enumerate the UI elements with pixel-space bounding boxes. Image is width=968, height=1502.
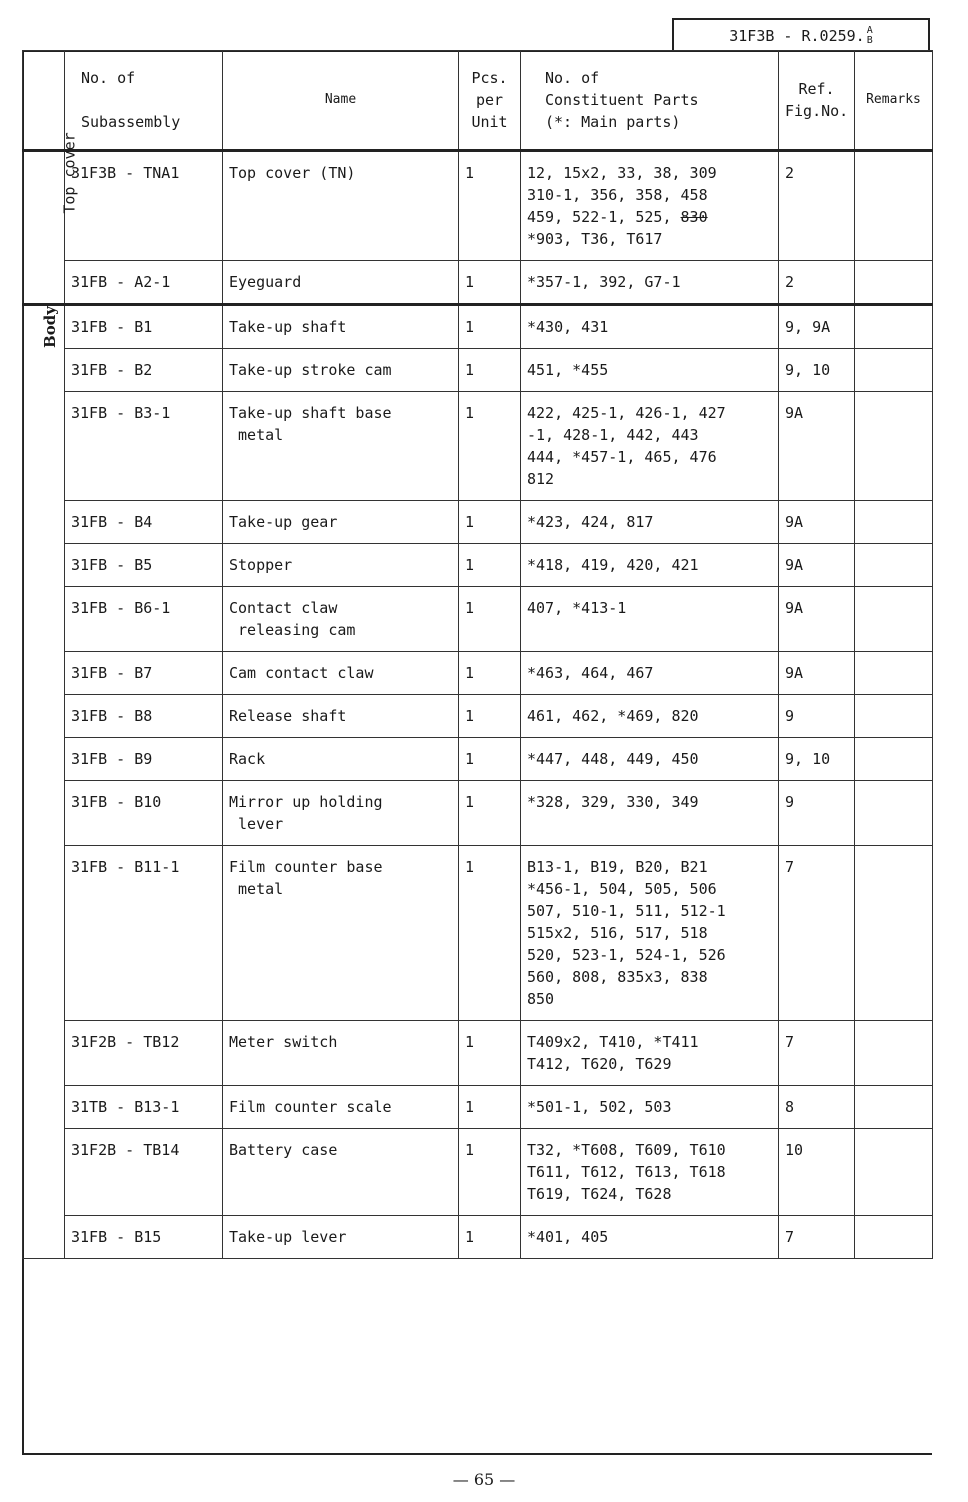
ref-fig-number: 9 — [779, 695, 855, 738]
pcs-per-unit: 1 — [459, 151, 521, 261]
subassembly-name: Contact claw releasing cam — [223, 587, 459, 652]
subassembly-name: Film counter base metal — [223, 846, 459, 1021]
pcs-per-unit: 1 — [459, 738, 521, 781]
table-row — [23, 781, 933, 846]
pcs-per-unit: 1 — [459, 781, 521, 846]
table-row — [23, 261, 933, 305]
header-ref-fig: Ref. Fig.No. — [779, 51, 855, 151]
struck-part-number: 830 — [680, 208, 708, 226]
revision-bottom: B — [866, 35, 873, 46]
subassembly-name: Film counter scale — [223, 1086, 459, 1129]
table-row — [23, 846, 933, 1021]
subassembly-number: 31FB - B11-1 — [65, 846, 223, 1021]
pcs-per-unit: 1 — [459, 501, 521, 544]
constituent-parts: *463, 464, 467 — [521, 652, 779, 695]
constituent-parts: *447, 448, 449, 450 — [521, 738, 779, 781]
ref-fig-number: 10 — [779, 1129, 855, 1216]
ref-fig-number: 8 — [779, 1086, 855, 1129]
pcs-per-unit: 1 — [459, 846, 521, 1021]
remarks — [855, 151, 933, 261]
subassembly-number: 31FB - B1 — [65, 305, 223, 349]
remarks — [855, 261, 933, 305]
subassembly-name: Take-up lever — [223, 1216, 459, 1259]
remarks — [855, 1129, 933, 1216]
ref-fig-number: 9A — [779, 544, 855, 587]
group-label-top-cover: Top cover — [23, 151, 65, 305]
subassembly-number: 31FB - B5 — [65, 544, 223, 587]
subassembly-number: 31TB - B13-1 — [65, 1086, 223, 1129]
ref-fig-number: 9A — [779, 392, 855, 501]
subassembly-number: 31FB - B15 — [65, 1216, 223, 1259]
subassembly-name: Meter switch — [223, 1021, 459, 1086]
ref-fig-number: 9, 9A — [779, 305, 855, 349]
subassembly-name: Mirror up holding lever — [223, 781, 459, 846]
table-row — [23, 695, 933, 738]
document-reference — [672, 18, 930, 52]
table-row — [23, 587, 933, 652]
ref-fig-number: 7 — [779, 1021, 855, 1086]
remarks — [855, 695, 933, 738]
header-constituent-parts: No. of Constituent Parts (*: Main parts) — [521, 51, 779, 151]
table-row — [23, 1129, 933, 1216]
constituent-parts: *418, 419, 420, 421 — [521, 544, 779, 587]
subassembly-name: Battery case — [223, 1129, 459, 1216]
subassembly-number: 31FB - B8 — [65, 695, 223, 738]
pcs-per-unit: 1 — [459, 392, 521, 501]
table-row — [23, 1086, 933, 1129]
constituent-parts: *430, 431 — [521, 305, 779, 349]
table-row — [23, 392, 933, 501]
table-row — [23, 544, 933, 587]
ref-fig-number: 9A — [779, 652, 855, 695]
remarks — [855, 652, 933, 695]
subassembly-number: 31FB - B6-1 — [65, 587, 223, 652]
table-row — [23, 501, 933, 544]
constituent-parts: T409x2, T410, *T411 T412, T620, T629 — [521, 1021, 779, 1086]
subassembly-number: 31F2B - TB12 — [65, 1021, 223, 1086]
subassembly-table — [22, 50, 933, 1259]
ref-fig-number: 9A — [779, 501, 855, 544]
remarks — [855, 587, 933, 652]
ref-fig-number: 2 — [779, 151, 855, 261]
constituent-parts: *501-1, 502, 503 — [521, 1086, 779, 1129]
group-label-body: Body — [23, 305, 65, 1259]
constituent-parts: *357-1, 392, G7-1 — [521, 261, 779, 305]
table-row — [23, 1021, 933, 1086]
subassembly-name: Take-up stroke cam — [223, 349, 459, 392]
table-row — [23, 738, 933, 781]
ref-fig-number: 9, 10 — [779, 738, 855, 781]
remarks — [855, 392, 933, 501]
subassembly-name: Take-up gear — [223, 501, 459, 544]
subassembly-name: Stopper — [223, 544, 459, 587]
page-number: — 65 — — [452, 1470, 516, 1489]
subassembly-number: 31FB - B9 — [65, 738, 223, 781]
subassembly-name: Take-up shaft base metal — [223, 392, 459, 501]
ref-fig-number: 7 — [779, 846, 855, 1021]
subassembly-name: Eyeguard — [223, 261, 459, 305]
table-header-row — [23, 51, 933, 151]
document-reference-revision — [867, 26, 873, 46]
ref-fig-number: 2 — [779, 261, 855, 305]
constituent-parts: *328, 329, 330, 349 — [521, 781, 779, 846]
subassembly-number: 31FB - B10 — [65, 781, 223, 846]
table-row — [23, 151, 933, 261]
subassembly-name: Rack — [223, 738, 459, 781]
subassembly-name: Top cover (TN) — [223, 151, 459, 261]
header-subassembly: No. of Subassembly — [65, 51, 223, 151]
constituent-parts: 461, 462, *469, 820 — [521, 695, 779, 738]
pcs-per-unit: 1 — [459, 261, 521, 305]
remarks — [855, 738, 933, 781]
remarks — [855, 846, 933, 1021]
subassembly-number: 31F3B - TNA1 — [65, 151, 223, 261]
subassembly-name: Take-up shaft — [223, 305, 459, 349]
remarks — [855, 1086, 933, 1129]
revision-top: A — [866, 25, 873, 36]
pcs-per-unit: 1 — [459, 305, 521, 349]
remarks — [855, 781, 933, 846]
subassembly-number: 31FB - B2 — [65, 349, 223, 392]
ref-fig-number: 9, 10 — [779, 349, 855, 392]
remarks — [855, 1021, 933, 1086]
subassembly-number: 31FB - B7 — [65, 652, 223, 695]
constituent-parts: T32, *T608, T609, T610 T611, T612, T613, T618 T619, T624, T628 — [521, 1129, 779, 1216]
pcs-per-unit: 1 — [459, 1216, 521, 1259]
constituent-parts: 422, 425-1, 426-1, 427 -1, 428-1, 442, 443 444, *457-1, 465, 476 812 — [521, 392, 779, 501]
constituent-parts: B13-1, B19, B20, B21 *456-1, 504, 505, 506 507, 510-1, 511, 512-1 515x2, 516, 517, 518 520, 523-1, 524-1, 526 560, 808, 835x3, 838 850 — [521, 846, 779, 1021]
subassembly-number: 31FB - A2-1 — [65, 261, 223, 305]
pcs-per-unit: 1 — [459, 695, 521, 738]
table-row — [23, 652, 933, 695]
constituent-parts: 12, 15x2, 33, 38, 309 310-1, 356, 358, 458 459, 522-1, 525, 830 *903, T36, T617 — [521, 151, 779, 261]
constituent-parts: 451, *455 — [521, 349, 779, 392]
pcs-per-unit: 1 — [459, 349, 521, 392]
document-reference-code: 31F3B - R.0259. — [729, 27, 865, 45]
header-remarks: Remarks — [855, 51, 933, 151]
header-pcs-per-unit: Pcs. per Unit — [459, 51, 521, 151]
pcs-per-unit: 1 — [459, 544, 521, 587]
remarks — [855, 501, 933, 544]
remarks — [855, 349, 933, 392]
ref-fig-number: 9A — [779, 587, 855, 652]
pcs-per-unit: 1 — [459, 1086, 521, 1129]
ref-fig-number: 9 — [779, 781, 855, 846]
subassembly-number: 31F2B - TB14 — [65, 1129, 223, 1216]
pcs-per-unit: 1 — [459, 1021, 521, 1086]
pcs-per-unit: 1 — [459, 587, 521, 652]
table-row — [23, 305, 933, 349]
constituent-parts: 407, *413-1 — [521, 587, 779, 652]
remarks — [855, 1216, 933, 1259]
subassembly-number: 31FB - B4 — [65, 501, 223, 544]
pcs-per-unit: 1 — [459, 1129, 521, 1216]
subassembly-number: 31FB - B3-1 — [65, 392, 223, 501]
table-row — [23, 1216, 933, 1259]
header-name: Name — [223, 51, 459, 151]
subassembly-name: Release shaft — [223, 695, 459, 738]
pcs-per-unit: 1 — [459, 652, 521, 695]
ref-fig-number: 7 — [779, 1216, 855, 1259]
constituent-parts: *423, 424, 817 — [521, 501, 779, 544]
table-row — [23, 349, 933, 392]
subassembly-name: Cam contact claw — [223, 652, 459, 695]
remarks — [855, 544, 933, 587]
constituent-parts: *401, 405 — [521, 1216, 779, 1259]
remarks — [855, 305, 933, 349]
